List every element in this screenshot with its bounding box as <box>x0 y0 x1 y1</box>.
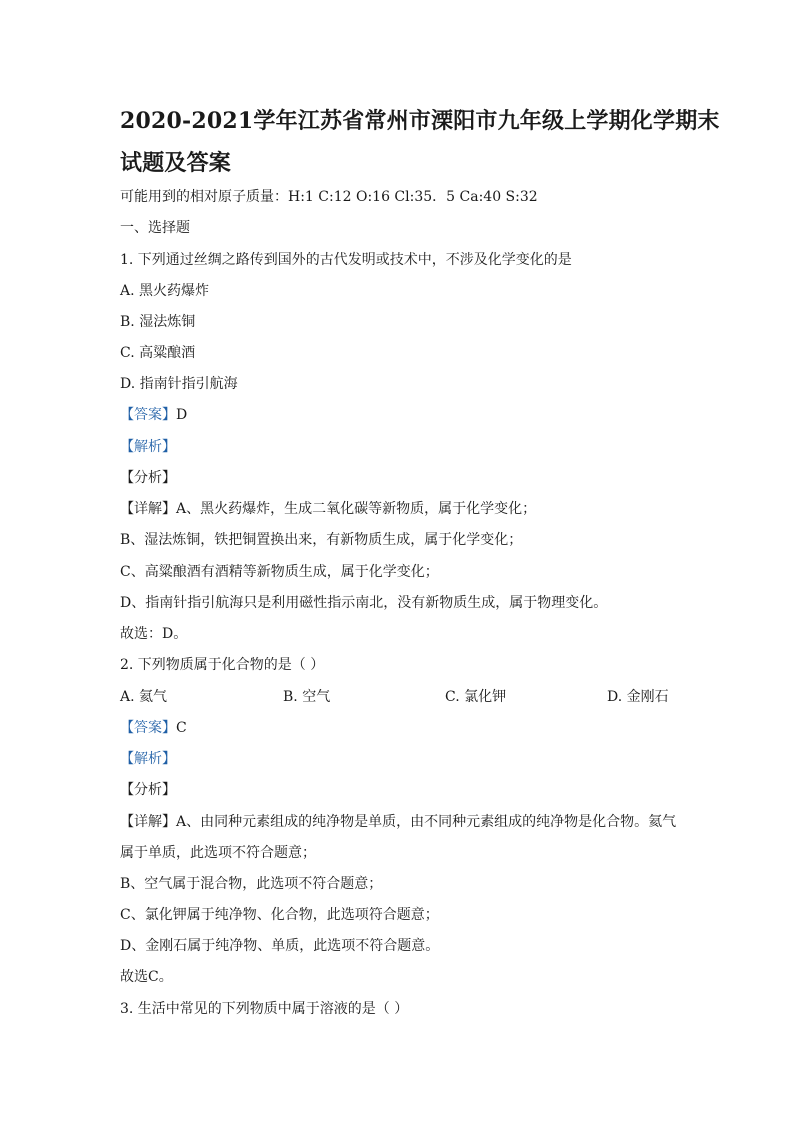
question-2-detail-line-3: B、空气属于混合物，此选项不符合题意； <box>120 876 383 892</box>
question-2-detail-line-4: C、氯化钾属于纯净物、化合物，此选项符合题意； <box>120 907 439 923</box>
question-2-answer <box>120 717 187 737</box>
question-1-stem: 1. 下列通过丝绸之路传到国外的古代发明或技术中，不涉及化学变化的是 <box>120 252 572 268</box>
detail-tag: 【详解】 <box>120 814 176 830</box>
question-1-answer <box>120 404 187 424</box>
analysis-tag: 【解析】 <box>120 439 176 455</box>
question-1-detail-line-1 <box>120 498 536 518</box>
detail-text: A、黑火药爆炸，生成二氧化碳等新物质，属于化学变化； <box>176 501 537 517</box>
atomic-mass-note: 可能用到的相对原子质量：H:1 C:12 O:16 Cl:35．5 Ca:40 S:32 <box>120 189 538 205</box>
question-1-option-d: D. 指南针指引航海 <box>120 376 238 392</box>
answer-value: D <box>176 407 188 423</box>
analysis-tag: 【解析】 <box>120 751 176 767</box>
document-title-line2: 试题及答案 <box>120 150 232 176</box>
question-2-option-c: C. 氯化钾 <box>445 689 507 705</box>
section-heading: 一、选择题 <box>120 220 190 236</box>
question-2-detail-line-5: D、金刚石属于纯净物、单质，此选项不符合题意。 <box>120 938 440 954</box>
question-2-detail-line-2: 属于单质，此选项不符合题意； <box>120 845 316 861</box>
answer-value: C <box>176 720 187 736</box>
question-2-analysis-tag <box>120 748 176 768</box>
question-2-option-a: A. 氦气 <box>120 689 168 705</box>
answer-tag: 【答案】 <box>120 407 176 423</box>
detail-text: A、由同种元素组成的纯净物是单质，由不同种元素组成的纯净物是化合物。氦气 <box>176 814 677 830</box>
question-1-detail-line-2: B、湿法炼铜，铁把铜置换出来，有新物质生成，属于化学变化； <box>120 532 523 548</box>
question-1-detail-line-4: D、指南针指引航海只是利用磁性指示南北，没有新物质生成，属于物理变化。 <box>120 595 608 611</box>
detail-tag: 【详解】 <box>120 501 176 517</box>
answer-tag: 【答案】 <box>120 720 176 736</box>
question-1-option-c: C. 高粱酿酒 <box>120 345 196 361</box>
question-2-option-b: B. 空气 <box>283 689 331 705</box>
question-1-analysis-tag <box>120 436 176 456</box>
question-2-conclusion: 故选C。 <box>120 969 173 985</box>
question-2-detail-line-1 <box>120 811 676 831</box>
question-1-conclusion: 故选：D。 <box>120 626 188 642</box>
question-2-fenxi-tag: 【分析】 <box>120 782 176 798</box>
question-1-fenxi-tag: 【分析】 <box>120 470 176 486</box>
question-1-option-b: B. 湿法炼铜 <box>120 314 196 330</box>
question-2-stem: 2. 下列物质属于化合物的是（ ） <box>120 657 325 673</box>
question-1-option-a: A. 黑火药爆炸 <box>120 283 210 299</box>
document-title-line1: 2020-2021学年江苏省常州市溧阳市九年级上学期化学期末 <box>120 108 720 134</box>
question-2-option-d: D. 金刚石 <box>607 689 669 705</box>
question-1-detail-line-3: C、高粱酿酒有酒精等新物质生成，属于化学变化； <box>120 564 439 580</box>
question-3-stem: 3. 生活中常见的下列物质中属于溶液的是（ ） <box>120 1001 409 1017</box>
